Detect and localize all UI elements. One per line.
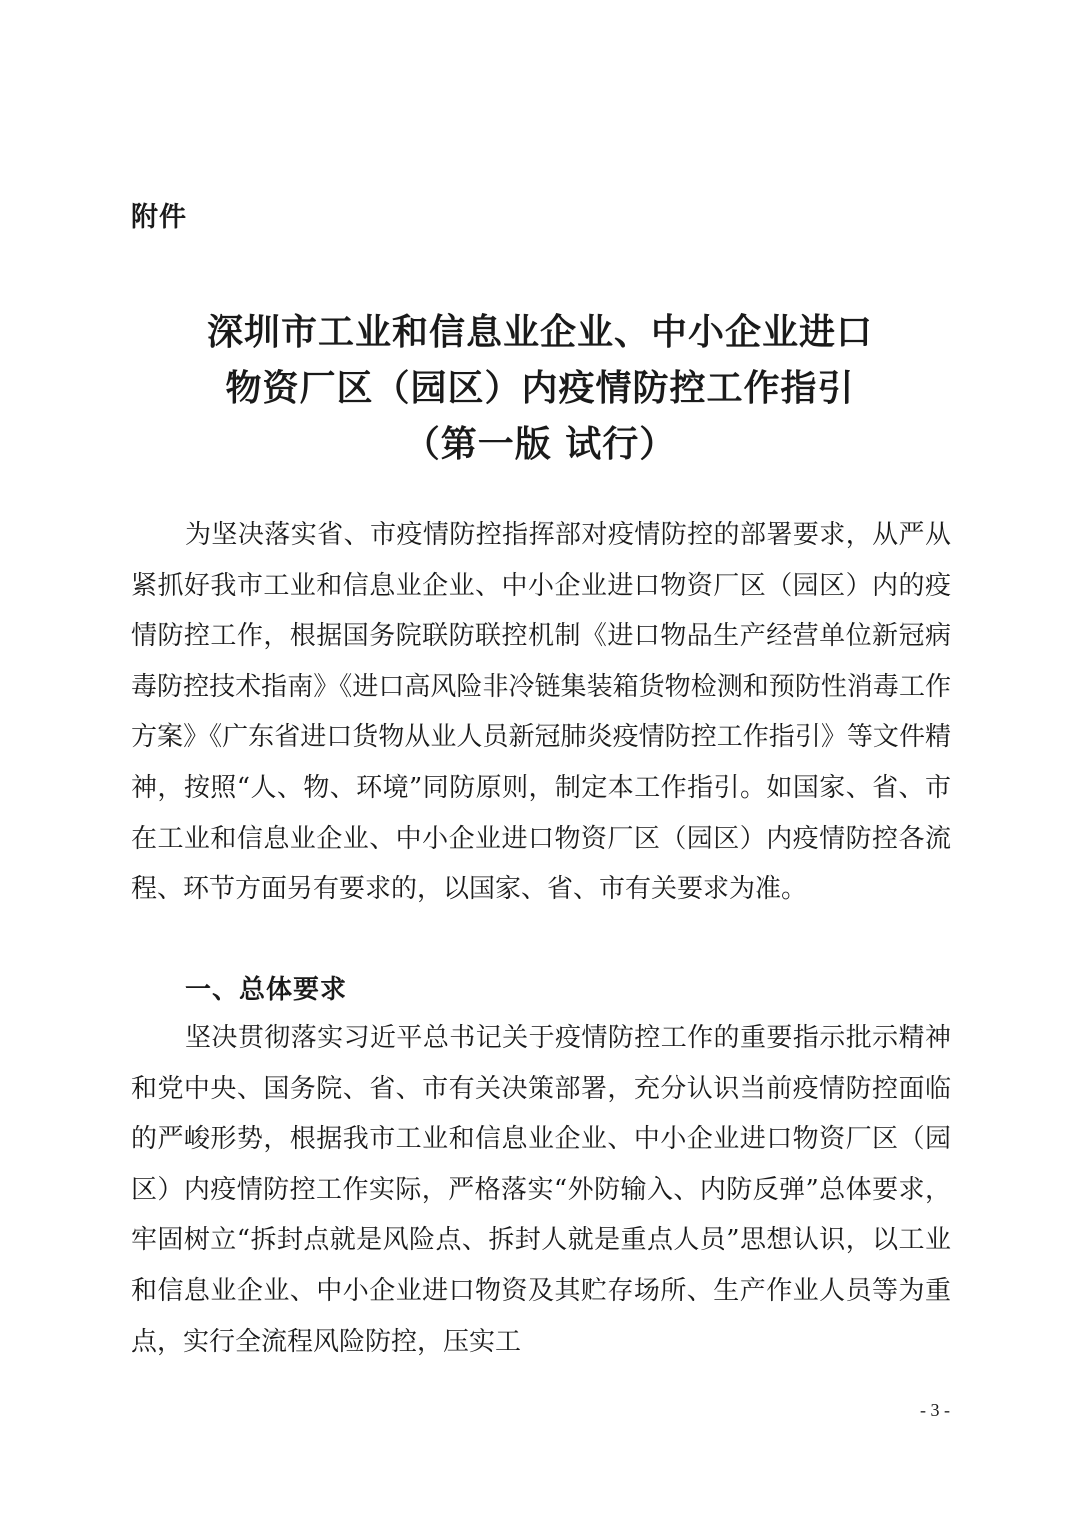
page-number: - 3 - xyxy=(920,1400,950,1420)
section-paragraph: 坚决贯彻落实习近平总书记关于疫情防控工作的重要指示批示精神和党中央、国务院、省、市有关决策部署，充分认识当前疫情防控面临的严峻形势，根据我市工业和信息业企业、中小企业进口物资厂区（园区）内疫情防控工作实际，严格落实“外防输入、内防反弹”总体要求，牢固树立“拆封点就是风险点、拆封人就是重点人员”思想认识，以工业和信息业企业、中小企业进口物资及其贮存场所、生产作业人员等为重点，实行全流程风险防控，压实工 xyxy=(131,1023,951,1357)
title-line-2: 物资厂区（园区）内疫情防控工作指引 xyxy=(225,367,855,409)
title-line-1: 深圳市工业和信息业企业、中小企业进口 xyxy=(206,311,873,353)
intro-paragraph: 为坚决落实省、市疫情防控指挥部对疫情防控的部署要求，从严从紧抓好我市工业和信息业企业、中小企业进口物资厂区（园区）内的疫情防控工作，根据国务院联防联控机制《进口物品生产经营单位新冠病毒防控技术指南》《进口高风险非冷链集装箱货物检测和预防性消毒工作方案》《广东省进口货物从业人员新冠肺炎疫情防控工作指引》等文件精神，按照“人、物、环境”同防原则，制定本工作指引。如国家、省、市在工业和信息业企业、中小企业进口物资厂区（园区）内疫情防控各流程、环节方面另有要求的，以国家、省、市有关要求为准。 xyxy=(131,520,951,905)
attachment-label: 附件 xyxy=(131,202,187,233)
title-line-3: （第一版 试行） xyxy=(403,423,677,465)
section-heading: 一、总体要求 xyxy=(185,975,348,1005)
document-title xyxy=(0,304,1080,472)
